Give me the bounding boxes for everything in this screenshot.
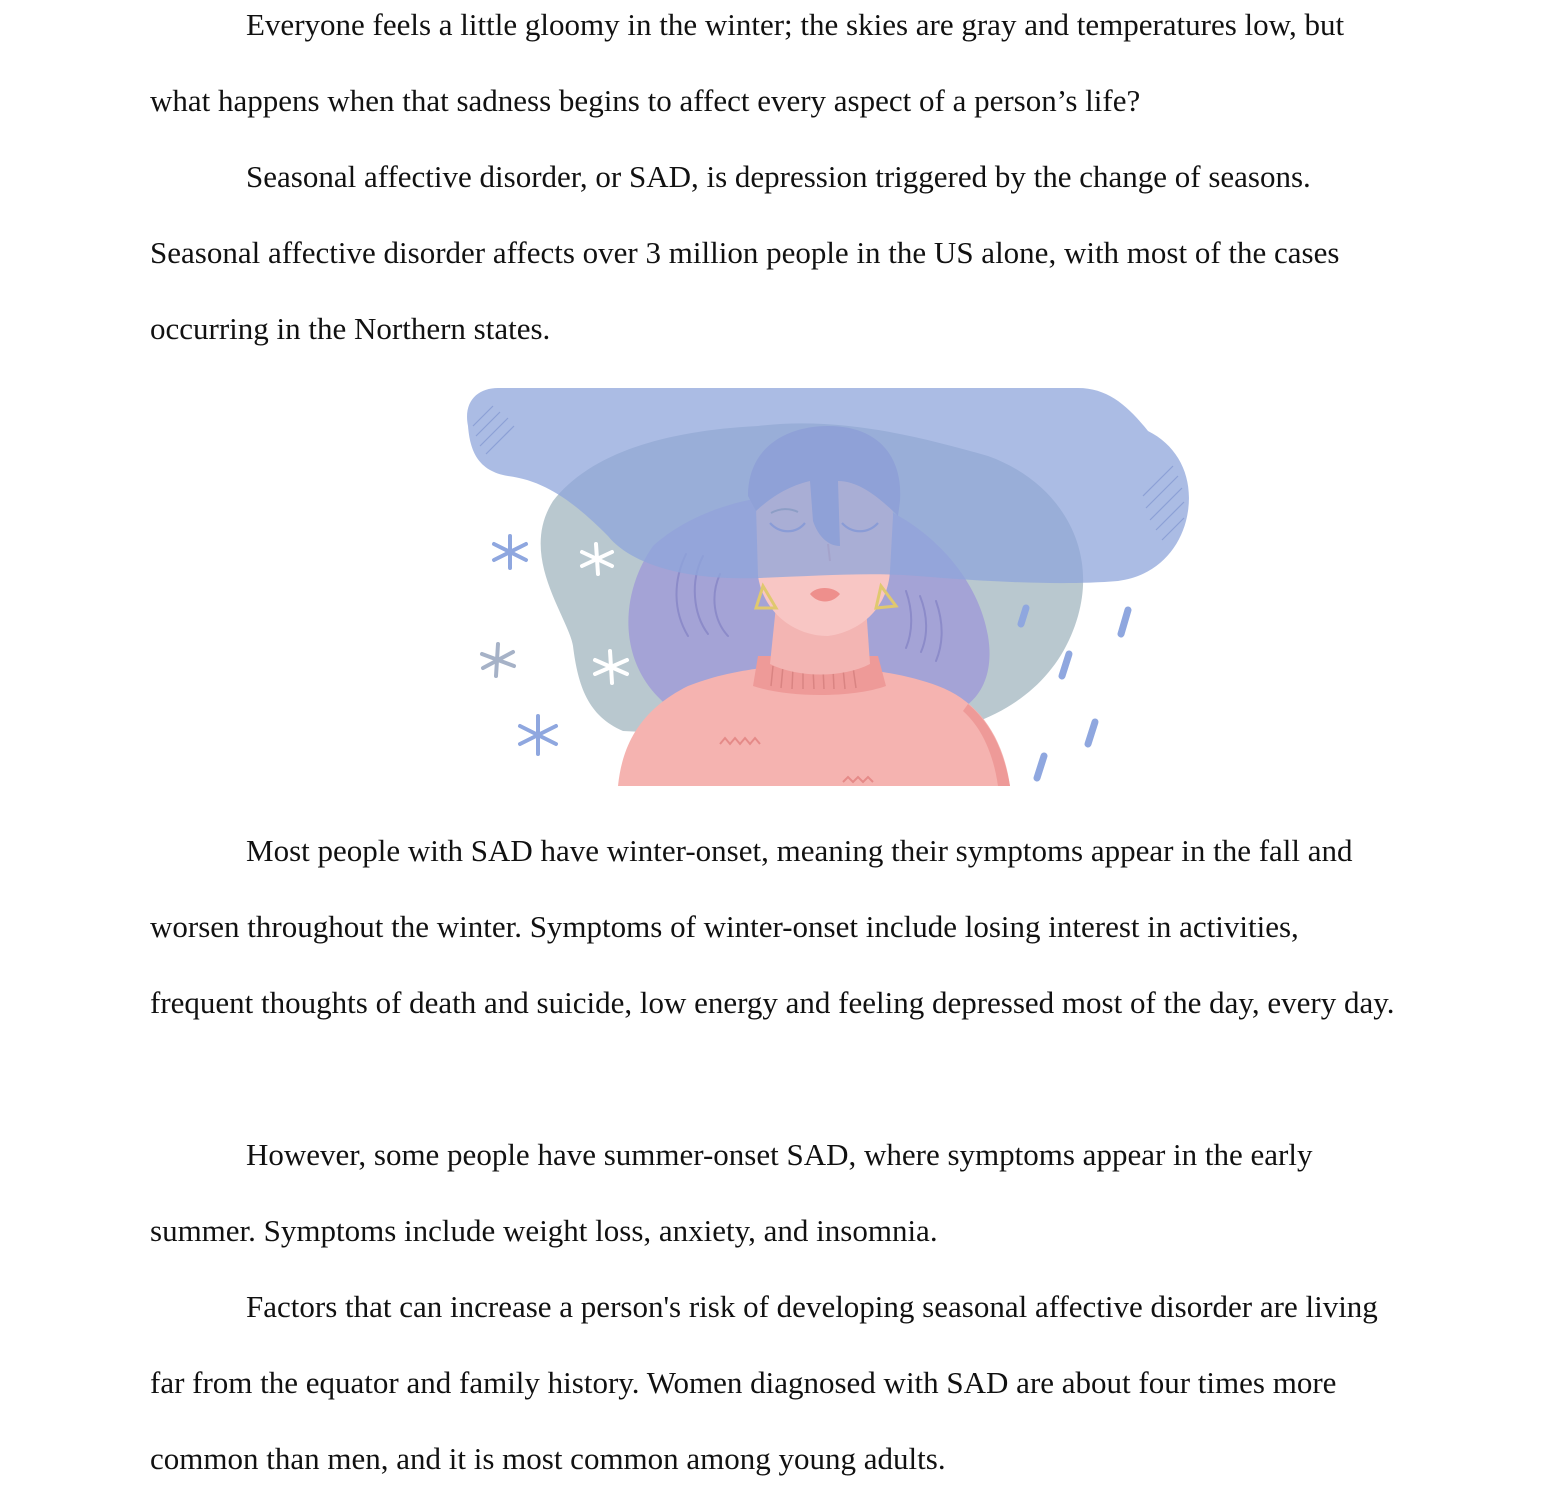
- paragraph-definition: Seasonal affective disorder, or SAD, is depression triggered by the change of seasons. Seasonal affective disorder affects over 3 million people in the US alone, with most of the cases occurring in the Northern states.: [150, 159, 1340, 346]
- snowflake-icon: [520, 716, 556, 754]
- paragraph-intro: Everyone feels a little gloomy in the winter; the skies are gray and temperatures low, but what happens when that sadness begins to affect every aspect of a person’s life?: [150, 7, 1345, 118]
- paragraph-risk-factors: Factors that can increase a person's risk of developing seasonal affective disorder are living far from the equator and family history. Women diagnosed with SAD are about four times more common than men, and it is most common among young adults.: [150, 1289, 1378, 1476]
- sad-woman-under-raincloud-icon: [458, 386, 1198, 786]
- paragraph-summer-onset: However, some people have summer-onset SAD, where symptoms appear in the early summer. Symptoms include weight loss, anxiety, and insomnia.: [150, 1137, 1313, 1248]
- sad-woman-illustration: [458, 386, 1198, 786]
- snowflake-icon: [494, 536, 526, 568]
- paragraph-winter-onset: Most people with SAD have winter-onset, meaning their symptoms appear in the fall and worsen throughout the winter. Symptoms of winter-onset include losing interest in activities, frequent thoughts of death and suicide, low energy and feeling depressed most of the day, every day.: [150, 833, 1395, 1020]
- snowflake-icon: [482, 644, 514, 676]
